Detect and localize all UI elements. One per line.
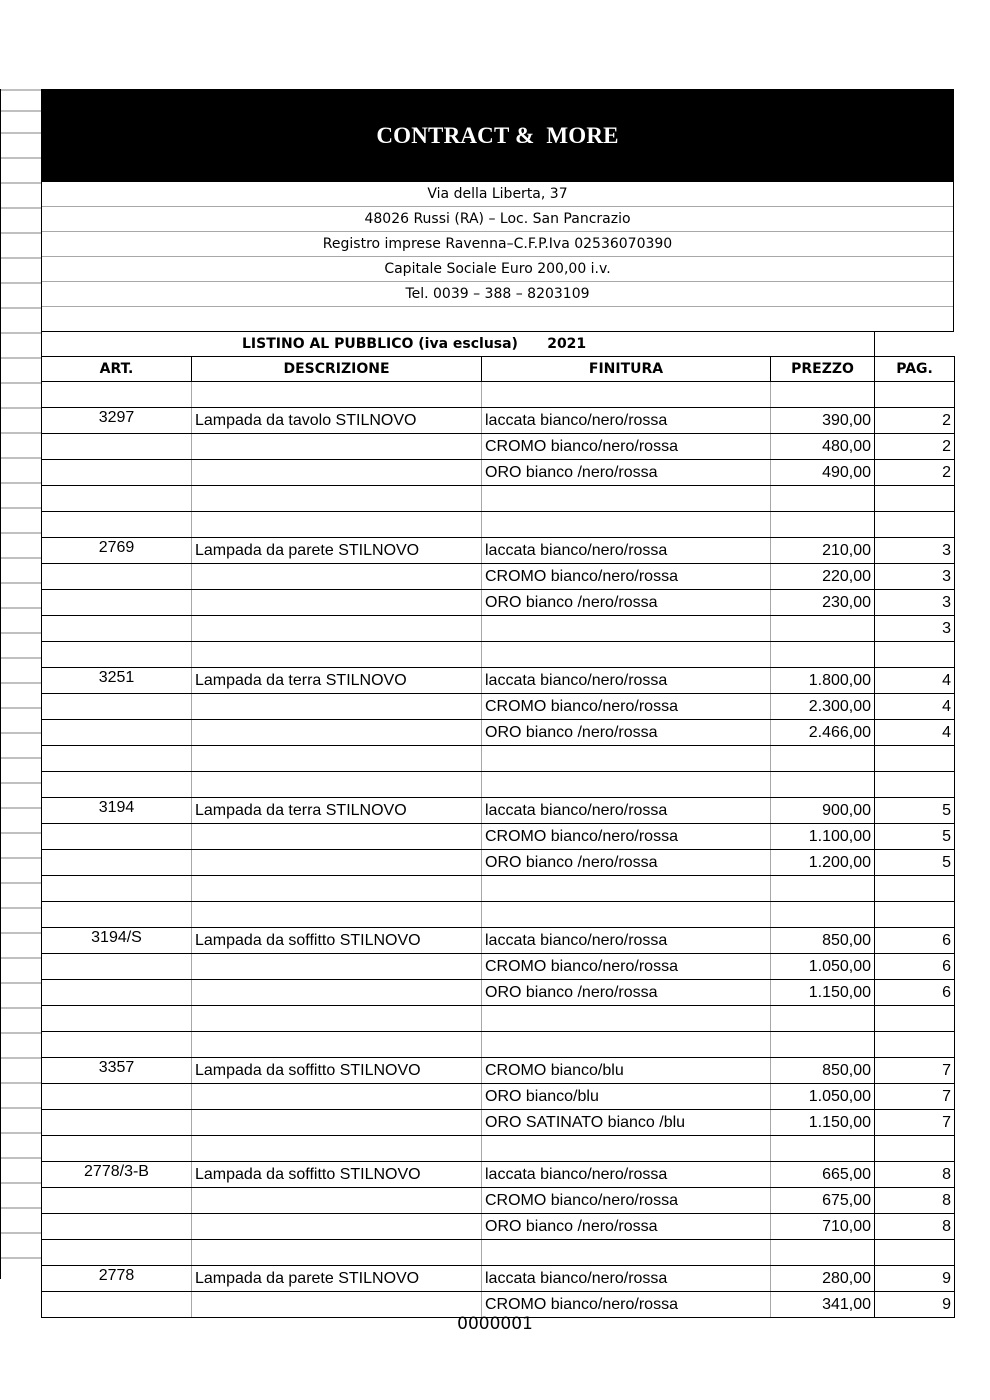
description xyxy=(192,512,482,538)
company-info xyxy=(41,182,954,332)
page-number: 0000001 xyxy=(457,1314,533,1334)
table-row xyxy=(42,408,955,434)
gutter-row-line xyxy=(1,1157,42,1159)
article-code xyxy=(42,434,192,460)
finish: laccata bianco/nero/rossa xyxy=(482,798,771,824)
page-ref: 9 xyxy=(875,1292,955,1318)
description xyxy=(192,434,482,460)
article-code xyxy=(42,772,192,798)
gutter-row-line xyxy=(1,857,42,859)
finish: CROMO bianco/blu xyxy=(482,1058,771,1084)
finish xyxy=(482,512,771,538)
page-ref: 2 xyxy=(875,408,955,434)
page-ref: 5 xyxy=(875,824,955,850)
col-pag: PAG. xyxy=(875,357,955,382)
description: Lampada da soffitto STILNOVO xyxy=(192,1058,482,1084)
article-code xyxy=(42,1110,192,1136)
description xyxy=(192,772,482,798)
price: 1.100,00 xyxy=(771,824,875,850)
row-gutter xyxy=(0,89,42,1279)
finish xyxy=(482,1032,771,1058)
finish: ORO bianco /nero/rossa xyxy=(482,1214,771,1240)
price: 850,00 xyxy=(771,928,875,954)
finish xyxy=(482,642,771,668)
table-row xyxy=(42,720,955,746)
gutter-row-line xyxy=(1,407,42,409)
page-ref: 7 xyxy=(875,1084,955,1110)
price: 230,00 xyxy=(771,590,875,616)
price xyxy=(771,616,875,642)
company-banner xyxy=(41,89,954,182)
description: Lampada da soffitto STILNOVO xyxy=(192,1162,482,1188)
gutter-row-line xyxy=(1,807,42,809)
table-row xyxy=(42,980,955,1006)
finish: laccata bianco/nero/rossa xyxy=(482,928,771,954)
description xyxy=(192,1032,482,1058)
page-ref: 6 xyxy=(875,928,955,954)
company-name: CONTRACT & MORE xyxy=(376,122,619,148)
finish xyxy=(482,1136,771,1162)
price: 490,00 xyxy=(771,460,875,486)
article-code xyxy=(42,954,192,980)
gutter-row-line xyxy=(1,207,42,209)
gutter-row-line xyxy=(1,732,42,734)
page-ref xyxy=(875,642,955,668)
description xyxy=(192,486,482,512)
page-ref: 3 xyxy=(875,616,955,642)
gutter-row-line xyxy=(1,1182,42,1184)
price-list-sheet xyxy=(41,89,954,1318)
table-row xyxy=(42,1084,955,1110)
gutter-row-line xyxy=(1,907,42,909)
article-code: 2778/3-B xyxy=(42,1162,192,1188)
table-row xyxy=(42,590,955,616)
page-ref xyxy=(875,1006,955,1032)
gutter-row-line xyxy=(1,132,42,134)
price: 341,00 xyxy=(771,1292,875,1318)
description: Lampada da parete STILNOVO xyxy=(192,1266,482,1292)
page-ref xyxy=(875,1032,955,1058)
price: 220,00 xyxy=(771,564,875,590)
table-row xyxy=(42,538,955,564)
finish: CROMO bianco/nero/rossa xyxy=(482,564,771,590)
description xyxy=(192,1110,482,1136)
description xyxy=(192,1188,482,1214)
gutter-row-line xyxy=(1,457,42,459)
page-ref: 4 xyxy=(875,720,955,746)
gutter-row-line xyxy=(1,182,42,184)
listino-title-row xyxy=(42,332,955,357)
gutter-row-line xyxy=(1,110,42,112)
table-row xyxy=(42,1032,955,1058)
price: 900,00 xyxy=(771,798,875,824)
description xyxy=(192,1214,482,1240)
description xyxy=(192,590,482,616)
table-row xyxy=(42,954,955,980)
table-row xyxy=(42,460,955,486)
gutter-row-line xyxy=(1,557,42,559)
article-code xyxy=(42,850,192,876)
table-row xyxy=(42,1162,955,1188)
table-row xyxy=(42,746,955,772)
price: 1.150,00 xyxy=(771,980,875,1006)
description xyxy=(192,1006,482,1032)
article-code: 2778 xyxy=(42,1266,192,1292)
description xyxy=(192,954,482,980)
gutter-row-line xyxy=(1,1032,42,1034)
price: 850,00 xyxy=(771,1058,875,1084)
description xyxy=(192,616,482,642)
table-row xyxy=(42,902,955,928)
price: 675,00 xyxy=(771,1188,875,1214)
gutter-row-line xyxy=(1,1257,42,1259)
article-code xyxy=(42,1084,192,1110)
finish xyxy=(482,772,771,798)
finish xyxy=(482,1006,771,1032)
finish: CROMO bianco/nero/rossa xyxy=(482,1292,771,1318)
gutter-row-line xyxy=(1,1107,42,1109)
description xyxy=(192,980,482,1006)
page-ref: 6 xyxy=(875,954,955,980)
gutter-row-line xyxy=(1,382,42,384)
price: 2.466,00 xyxy=(771,720,875,746)
registry-line: Registro imprese Ravenna–C.F.P.Iva 02536070390 xyxy=(42,232,953,257)
table-row xyxy=(42,772,955,798)
price xyxy=(771,876,875,902)
gutter-row-line xyxy=(1,482,42,484)
finish: ORO bianco /nero/rossa xyxy=(482,850,771,876)
price: 2.300,00 xyxy=(771,694,875,720)
description xyxy=(192,460,482,486)
description: Lampada da terra STILNOVO xyxy=(192,668,482,694)
price xyxy=(771,1240,875,1266)
page-ref xyxy=(875,902,955,928)
article-code xyxy=(42,1136,192,1162)
page-ref xyxy=(875,486,955,512)
gutter-row-line xyxy=(1,782,42,784)
gutter-row-line xyxy=(1,1082,42,1084)
finish: CROMO bianco/nero/rossa xyxy=(482,694,771,720)
article-code: 3194/S xyxy=(42,928,192,954)
description xyxy=(192,1136,482,1162)
table-row xyxy=(42,694,955,720)
page-ref: 6 xyxy=(875,980,955,1006)
finish: CROMO bianco/nero/rossa xyxy=(482,1188,771,1214)
description: Lampada da tavolo STILNOVO xyxy=(192,408,482,434)
page-ref xyxy=(875,382,955,408)
table-row xyxy=(42,486,955,512)
article-code: 3194 xyxy=(42,798,192,824)
article-code xyxy=(42,1188,192,1214)
price: 710,00 xyxy=(771,1214,875,1240)
price: 665,00 xyxy=(771,1162,875,1188)
gutter-row-line xyxy=(1,157,42,159)
price xyxy=(771,746,875,772)
article-code xyxy=(42,694,192,720)
gutter-row-line xyxy=(1,682,42,684)
price: 280,00 xyxy=(771,1266,875,1292)
article-code xyxy=(42,1214,192,1240)
gutter-row-line xyxy=(1,707,42,709)
gutter-row-line xyxy=(1,607,42,609)
gutter-row-line xyxy=(1,532,42,534)
finish xyxy=(482,1240,771,1266)
finish: CROMO bianco/nero/rossa xyxy=(482,954,771,980)
table-row xyxy=(42,876,955,902)
article-code xyxy=(42,902,192,928)
description xyxy=(192,694,482,720)
finish: CROMO bianco/nero/rossa xyxy=(482,824,771,850)
page-ref: 5 xyxy=(875,798,955,824)
gutter-row-line xyxy=(1,282,42,284)
finish xyxy=(482,382,771,408)
table-row xyxy=(42,1240,955,1266)
gutter-row-line xyxy=(1,89,42,91)
gutter-row-line xyxy=(1,1207,42,1209)
gutter-row-line xyxy=(1,582,42,584)
col-finitura: FINITURA xyxy=(482,357,771,382)
article-code xyxy=(42,460,192,486)
table-row xyxy=(42,928,955,954)
article-code xyxy=(42,642,192,668)
page-ref: 7 xyxy=(875,1110,955,1136)
price: 1.050,00 xyxy=(771,1084,875,1110)
col-prezzo: PREZZO xyxy=(771,357,875,382)
article-code xyxy=(42,876,192,902)
article-code: 2769 xyxy=(42,538,192,564)
article-code xyxy=(42,720,192,746)
finish xyxy=(482,902,771,928)
gutter-row-line xyxy=(1,432,42,434)
price xyxy=(771,1032,875,1058)
gutter-row-line xyxy=(1,332,42,334)
price: 480,00 xyxy=(771,434,875,460)
price xyxy=(771,902,875,928)
page-ref: 9 xyxy=(875,1266,955,1292)
address-line: Via della Liberta, 37 xyxy=(42,182,953,207)
description xyxy=(192,746,482,772)
gutter-row-line xyxy=(1,982,42,984)
table-row xyxy=(42,1188,955,1214)
finish: laccata bianco/nero/rossa xyxy=(482,668,771,694)
description xyxy=(192,642,482,668)
page-ref: 2 xyxy=(875,434,955,460)
article-code xyxy=(42,1032,192,1058)
price xyxy=(771,772,875,798)
finish xyxy=(482,486,771,512)
price xyxy=(771,642,875,668)
table-row xyxy=(42,850,955,876)
page-ref xyxy=(875,1240,955,1266)
price-table xyxy=(41,332,955,1318)
page-ref: 3 xyxy=(875,564,955,590)
article-code: 3297 xyxy=(42,408,192,434)
description xyxy=(192,850,482,876)
page-ref xyxy=(875,772,955,798)
price: 1.050,00 xyxy=(771,954,875,980)
description xyxy=(192,1240,482,1266)
table-row xyxy=(42,642,955,668)
price: 1.150,00 xyxy=(771,1110,875,1136)
finish: laccata bianco/nero/rossa xyxy=(482,1162,771,1188)
page-ref xyxy=(875,746,955,772)
finish: ORO bianco /nero/rossa xyxy=(482,590,771,616)
gutter-row-line xyxy=(1,632,42,634)
page-ref: 8 xyxy=(875,1188,955,1214)
page-ref: 3 xyxy=(875,538,955,564)
article-code xyxy=(42,590,192,616)
gutter-row-line xyxy=(1,357,42,359)
finish xyxy=(482,616,771,642)
capital-line: Capitale Sociale Euro 200,00 i.v. xyxy=(42,257,953,282)
table-row xyxy=(42,1110,955,1136)
gutter-row-line xyxy=(1,882,42,884)
article-code xyxy=(42,746,192,772)
description xyxy=(192,902,482,928)
description xyxy=(192,876,482,902)
gutter-row-line xyxy=(1,507,42,509)
description xyxy=(192,720,482,746)
table-row xyxy=(42,798,955,824)
city-line: 48026 Russi (RA) – Loc. San Pancrazio xyxy=(42,207,953,232)
listino-title: LISTINO AL PUBBLICO (iva esclusa) 2021 xyxy=(42,332,875,357)
description xyxy=(192,382,482,408)
article-code: 3357 xyxy=(42,1058,192,1084)
page-ref: 4 xyxy=(875,668,955,694)
table-row xyxy=(42,1266,955,1292)
article-code: 3251 xyxy=(42,668,192,694)
finish: CROMO bianco/nero/rossa xyxy=(482,434,771,460)
col-descrizione: DESCRIZIONE xyxy=(192,357,482,382)
price xyxy=(771,1136,875,1162)
article-code xyxy=(42,382,192,408)
table-row xyxy=(42,668,955,694)
table-row xyxy=(42,1214,955,1240)
description: Lampada da soffitto STILNOVO xyxy=(192,928,482,954)
price xyxy=(771,486,875,512)
table-row xyxy=(42,434,955,460)
gutter-row-line xyxy=(1,257,42,259)
price xyxy=(771,512,875,538)
finish xyxy=(482,876,771,902)
article-code xyxy=(42,824,192,850)
page-ref xyxy=(875,1136,955,1162)
price xyxy=(771,1006,875,1032)
page-ref: 8 xyxy=(875,1162,955,1188)
description xyxy=(192,824,482,850)
table-row xyxy=(42,382,955,408)
page-ref: 5 xyxy=(875,850,955,876)
description: Lampada da parete STILNOVO xyxy=(192,538,482,564)
page-ref: 8 xyxy=(875,1214,955,1240)
finish: ORO bianco /nero/rossa xyxy=(482,720,771,746)
finish: ORO SATINATO bianco /blu xyxy=(482,1110,771,1136)
phone-line: Tel. 0039 – 388 – 8203109 xyxy=(42,282,953,307)
finish: laccata bianco/nero/rossa xyxy=(482,1266,771,1292)
page-ref: 2 xyxy=(875,460,955,486)
finish: laccata bianco/nero/rossa xyxy=(482,538,771,564)
gutter-row-line xyxy=(1,307,42,309)
gutter-row-line xyxy=(1,832,42,834)
price: 210,00 xyxy=(771,538,875,564)
article-code xyxy=(42,486,192,512)
article-code xyxy=(42,980,192,1006)
page-ref xyxy=(875,876,955,902)
gutter-row-line xyxy=(1,957,42,959)
gutter-row-line xyxy=(1,657,42,659)
finish: ORO bianco /nero/rossa xyxy=(482,980,771,1006)
table-row xyxy=(42,1006,955,1032)
table-row xyxy=(42,1058,955,1084)
finish: laccata bianco/nero/rossa xyxy=(482,408,771,434)
page-ref: 7 xyxy=(875,1058,955,1084)
description xyxy=(192,564,482,590)
page-ref xyxy=(875,512,955,538)
price xyxy=(771,382,875,408)
gutter-row-line xyxy=(1,1057,42,1059)
description xyxy=(192,1084,482,1110)
price: 390,00 xyxy=(771,408,875,434)
article-code xyxy=(42,1240,192,1266)
article-code xyxy=(42,564,192,590)
description: Lampada da terra STILNOVO xyxy=(192,798,482,824)
gutter-row-line xyxy=(1,1132,42,1134)
price: 1.200,00 xyxy=(771,850,875,876)
article-code xyxy=(42,616,192,642)
finish: ORO bianco /nero/rossa xyxy=(482,460,771,486)
finish: ORO bianco/blu xyxy=(482,1084,771,1110)
page-ref: 4 xyxy=(875,694,955,720)
page-ref: 3 xyxy=(875,590,955,616)
table-row xyxy=(42,512,955,538)
table-row xyxy=(42,616,955,642)
gutter-row-line xyxy=(1,757,42,759)
table-header xyxy=(42,357,955,382)
blank-line xyxy=(42,307,953,332)
article-code xyxy=(42,512,192,538)
gutter-row-line xyxy=(1,232,42,234)
gutter-row-line xyxy=(1,932,42,934)
article-code xyxy=(42,1006,192,1032)
table-row xyxy=(42,564,955,590)
gutter-row-line xyxy=(1,1232,42,1234)
gutter-row-line xyxy=(1,1007,42,1009)
col-art: ART. xyxy=(42,357,192,382)
table-row xyxy=(42,824,955,850)
table-row xyxy=(42,1136,955,1162)
finish xyxy=(482,746,771,772)
price: 1.800,00 xyxy=(771,668,875,694)
